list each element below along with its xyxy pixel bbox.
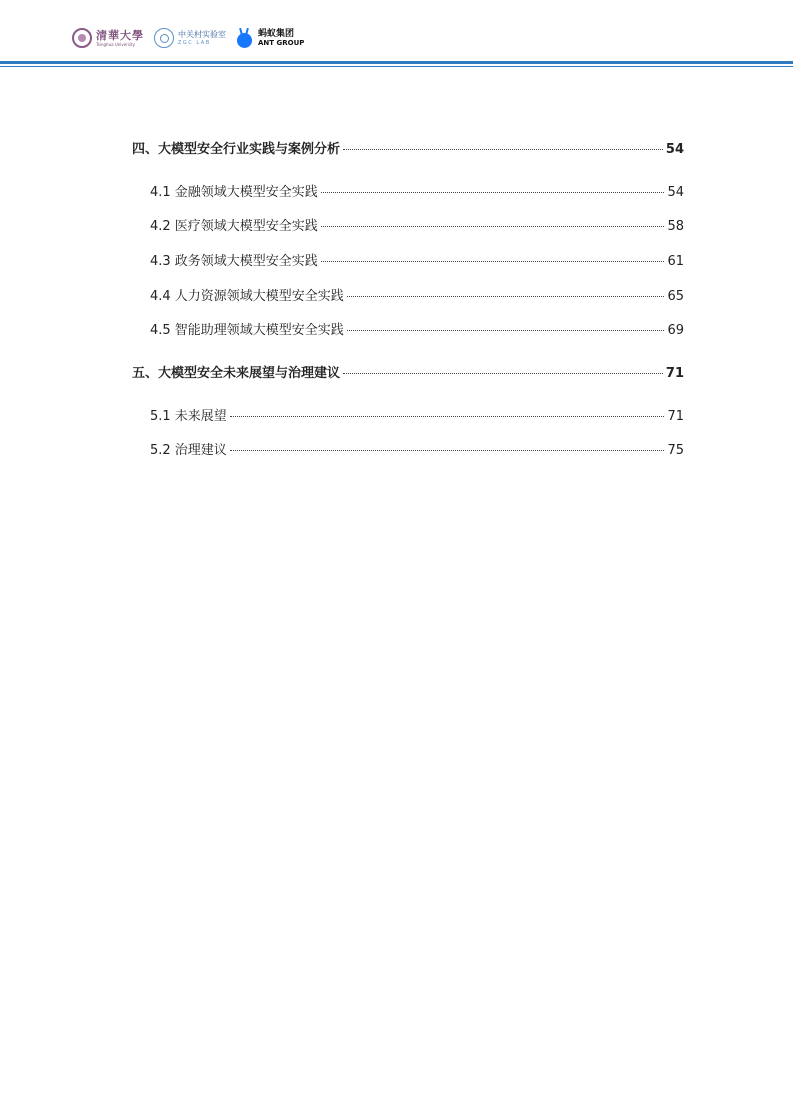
- zgc-lab-logo: [154, 28, 226, 48]
- toc-entry-page: 58: [667, 219, 684, 234]
- toc-entry-page: 71: [665, 366, 684, 381]
- ant-group-logo-cn: 蚂蚁集团: [258, 28, 295, 39]
- tsinghua-logo-cn: 清華大學: [96, 28, 144, 42]
- toc-section-4-4[interactable]: [150, 285, 684, 304]
- tsinghua-logo: [72, 28, 144, 48]
- toc-section-4-1[interactable]: [150, 181, 684, 200]
- toc-entry-title: 4.2 医疗领域大模型安全实践: [150, 219, 318, 234]
- zgc-lab-seal-icon: [154, 28, 174, 48]
- toc-entry-title: 四、大模型安全行业实践与案例分析: [132, 142, 341, 157]
- toc-entry-page: 61: [667, 254, 684, 269]
- toc-entry-page: 54: [667, 185, 684, 200]
- toc-leader-dots: [343, 149, 663, 150]
- toc-entry-title: 5.1 未来展望: [150, 409, 227, 424]
- toc-section-5-1[interactable]: [150, 405, 684, 424]
- tsinghua-seal-icon: [72, 28, 92, 48]
- toc-entry-page: 65: [667, 289, 684, 304]
- toc-leader-dots: [230, 416, 665, 417]
- toc-entry-page: 75: [667, 443, 684, 458]
- zgc-lab-logo-cn: 中关村实验室: [178, 29, 226, 39]
- toc-section-4-5[interactable]: [150, 319, 684, 338]
- ant-group-logo: [236, 28, 304, 48]
- header-logos: [72, 28, 304, 48]
- toc-entry-title: 4.3 政务领域大模型安全实践: [150, 254, 318, 269]
- header-rule-thin: [0, 66, 793, 67]
- zgc-lab-logo-en: ZGC LAB: [178, 39, 211, 46]
- toc-entry-title: 4.1 金融领域大模型安全实践: [150, 185, 318, 200]
- toc-leader-dots: [347, 296, 665, 297]
- toc-leader-dots: [347, 330, 665, 331]
- header-rule-thick: [0, 61, 793, 64]
- toc-leader-dots: [343, 373, 663, 374]
- tsinghua-logo-en: Tsinghua University: [96, 41, 136, 47]
- ant-group-logo-en: ANT GROUP: [258, 38, 305, 47]
- toc-section-4-2[interactable]: [150, 215, 684, 234]
- toc-entry-title: 五、大模型安全未来展望与治理建议: [132, 366, 341, 381]
- toc-leader-dots: [321, 261, 665, 262]
- page-header: [0, 0, 793, 70]
- toc-section-4-3[interactable]: [150, 250, 684, 269]
- toc-leader-dots: [321, 192, 665, 193]
- toc-section-5-2[interactable]: [150, 439, 684, 458]
- toc-entry-page: 71: [667, 409, 684, 424]
- toc-entry-page: 54: [665, 142, 684, 157]
- toc-entry-title: 4.4 人力资源领域大模型安全实践: [150, 289, 344, 304]
- toc-leader-dots: [230, 450, 665, 451]
- toc-leader-dots: [321, 226, 665, 227]
- ant-mark-icon: [236, 28, 254, 48]
- toc-chapter-5[interactable]: [132, 362, 684, 381]
- toc-entry-title: 4.5 智能助理领域大模型安全实践: [150, 323, 344, 338]
- toc-chapter-4[interactable]: [132, 138, 684, 157]
- toc-entry-page: 69: [667, 323, 684, 338]
- toc-entry-title: 5.2 治理建议: [150, 443, 227, 458]
